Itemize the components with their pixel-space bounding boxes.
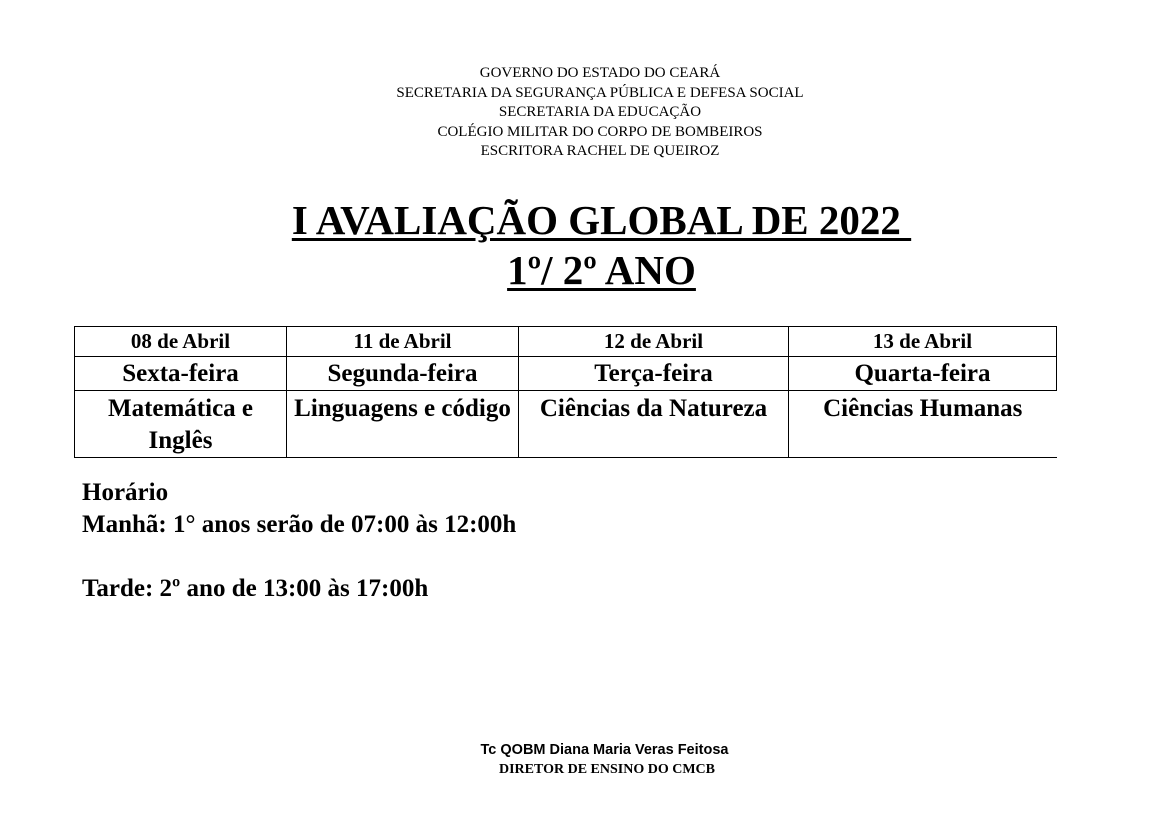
exam-hours <box>82 477 516 605</box>
table-row-subjects <box>75 391 1057 458</box>
header-line-government: GOVERNO DO ESTADO DO CEARÁ <box>479 65 721 81</box>
date-cell: 08 de Abril <box>75 327 287 357</box>
date-cell: 11 de Abril <box>287 327 519 357</box>
subject-cell: Ciências Humanas <box>789 391 1057 458</box>
date-cell: 13 de Abril <box>789 327 1057 357</box>
signature-block <box>0 740 1169 780</box>
weekday-cell: Quarta-feira <box>789 357 1057 391</box>
date-cell: 12 de Abril <box>519 327 789 357</box>
institution-header <box>0 64 1169 162</box>
subject-cell: Matemática e Inglês <box>75 391 287 458</box>
document-title <box>0 195 1169 295</box>
header-line-college-patron: ESCRITORA RACHEL DE QUEIROZ <box>480 143 720 159</box>
weekday-cell: Terça-feira <box>519 357 789 391</box>
subject-cell: Ciências da Natureza <box>519 391 789 458</box>
weekday-cell: Segunda-feira <box>287 357 519 391</box>
hours-afternoon: Tarde: 2º ano de 13:00 às 17:00h <box>82 575 429 602</box>
header-line-education-secretariat: SECRETARIA DA EDUCAÇÃO <box>498 104 702 120</box>
signatory-role: DIRETOR DE ENSINO DO CMCB <box>499 762 715 777</box>
table-row-weekdays <box>75 357 1057 391</box>
hours-morning: Manhã: 1° anos serão de 07:00 às 12:00h <box>82 511 517 538</box>
title-line-evaluation: I AVALIAÇÃO GLOBAL DE 2022 <box>291 197 912 243</box>
subject-cell: Linguagens e código <box>287 391 519 458</box>
signatory-name: Tc QOBM Diana Maria Veras Feitosa <box>480 742 729 758</box>
spacer <box>82 541 516 573</box>
table-row-dates <box>75 327 1057 357</box>
header-line-security-secretariat: SECRETARIA DA SEGURANÇA PÚBLICA E DEFESA SOCIAL <box>396 84 804 101</box>
header-line-college: COLÉGIO MILITAR DO CORPO DE BOMBEIROS <box>437 123 763 140</box>
hours-heading: Horário <box>82 479 169 506</box>
title-line-grade: 1º/ 2º ANO <box>507 247 696 293</box>
weekday-cell: Sexta-feira <box>75 357 287 391</box>
exam-schedule-table <box>74 326 1057 458</box>
